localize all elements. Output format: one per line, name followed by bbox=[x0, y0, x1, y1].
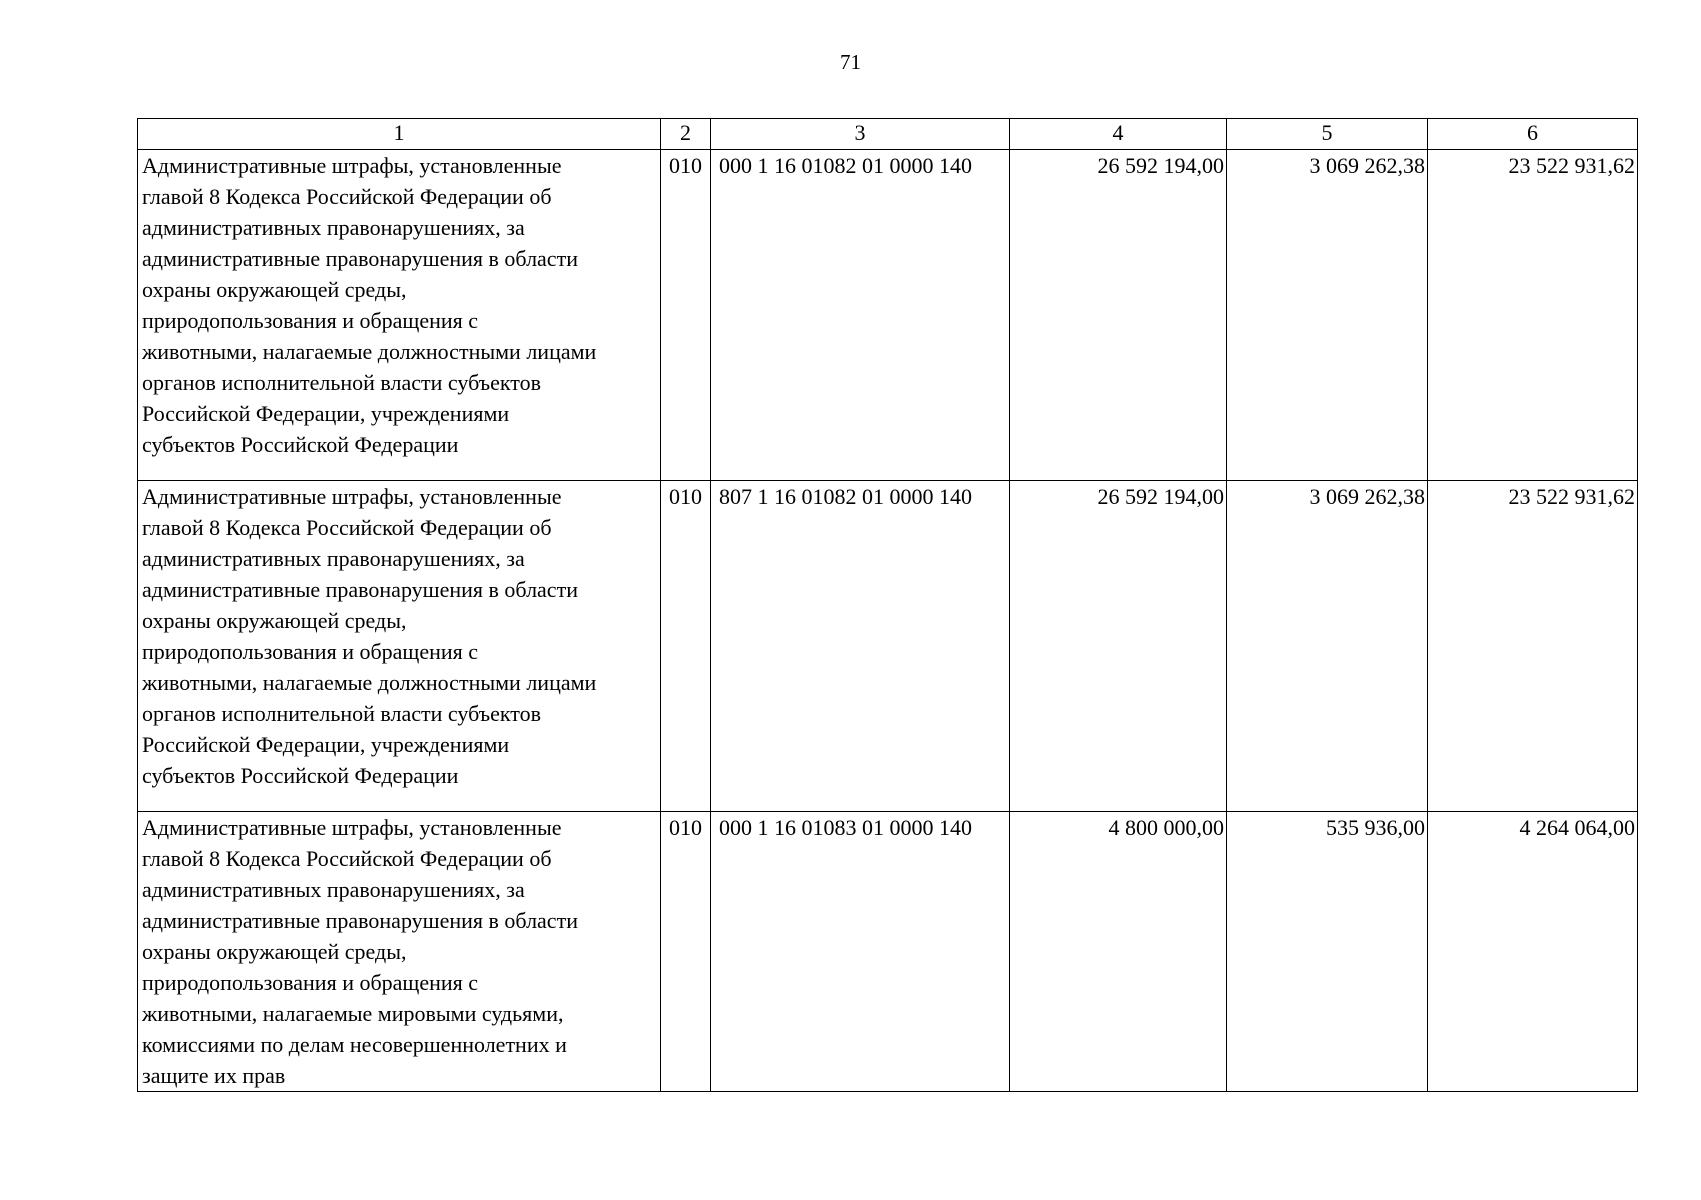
indicator-name-line: природопользования и обращения с bbox=[142, 970, 479, 995]
revenue-table bbox=[137, 118, 1638, 1092]
indicator-name-line: Российской Федерации, учреждениями bbox=[142, 401, 510, 426]
line-code-cell: 010 bbox=[661, 150, 711, 481]
executed-amount-cell: 535 936,00 bbox=[1227, 812, 1428, 1092]
budget-classification-code-cell: 807 1 16 01082 01 0000 140 bbox=[711, 481, 1010, 812]
indicator-name-line: административных правонарушениях, за bbox=[142, 215, 525, 240]
header-col-5: 5 bbox=[1227, 119, 1428, 150]
indicator-name-line: главой 8 Кодекса Российской Федерации об bbox=[142, 184, 552, 209]
table-row bbox=[138, 150, 1638, 481]
indicator-name-line: Административные штрафы, установленные bbox=[142, 484, 562, 509]
indicator-name-line: защите их прав bbox=[142, 1063, 286, 1088]
header-col-6: 6 bbox=[1428, 119, 1638, 150]
line-code-cell: 010 bbox=[661, 812, 711, 1092]
table-header-row bbox=[138, 119, 1638, 150]
indicator-name-line: административных правонарушениях, за bbox=[142, 546, 525, 571]
indicator-name-cell bbox=[138, 481, 661, 812]
unexecuted-amount-cell: 23 522 931,62 bbox=[1428, 150, 1638, 481]
indicator-name-line: субъектов Российской Федерации bbox=[142, 432, 459, 457]
indicator-name-line: природопользования и обращения с bbox=[142, 639, 479, 664]
indicator-name-line: административные правонарушения в области bbox=[142, 246, 578, 271]
approved-amount-cell: 26 592 194,00 bbox=[1010, 481, 1227, 812]
header-col-2: 2 bbox=[661, 119, 711, 150]
indicator-name-line: административных правонарушениях, за bbox=[142, 877, 525, 902]
indicator-name-line: животными, налагаемые должностными лицами bbox=[142, 339, 597, 364]
indicator-name-line: охраны окружающей среды, bbox=[142, 608, 407, 633]
header-col-3: 3 bbox=[711, 119, 1010, 150]
indicator-name-line: главой 8 Кодекса Российской Федерации об bbox=[142, 846, 552, 871]
approved-amount-cell: 26 592 194,00 bbox=[1010, 150, 1227, 481]
indicator-name-line: природопользования и обращения с bbox=[142, 308, 479, 333]
executed-amount-cell: 3 069 262,38 bbox=[1227, 481, 1428, 812]
indicator-name-cell bbox=[138, 150, 661, 481]
indicator-name-line: Российской Федерации, учреждениями bbox=[142, 732, 510, 757]
indicator-name-line: Административные штрафы, установленные bbox=[142, 815, 562, 840]
indicator-name-line: охраны окружающей среды, bbox=[142, 939, 407, 964]
header-col-4: 4 bbox=[1010, 119, 1227, 150]
table-row bbox=[138, 812, 1638, 1092]
indicator-name-line: комиссиями по делам несовершеннолетних и bbox=[142, 1032, 567, 1057]
indicator-name-line: органов исполнительной власти субъектов bbox=[142, 370, 542, 395]
indicator-name-line: животными, налагаемые мировыми судьями, bbox=[142, 1001, 564, 1026]
indicator-name-cell bbox=[138, 812, 661, 1092]
unexecuted-amount-cell: 4 264 064,00 bbox=[1428, 812, 1638, 1092]
header-col-1: 1 bbox=[138, 119, 661, 150]
indicator-name-line: главой 8 Кодекса Российской Федерации об bbox=[142, 515, 552, 540]
page-number: 71 bbox=[840, 50, 861, 74]
indicator-name-line: административные правонарушения в области bbox=[142, 908, 578, 933]
table-row bbox=[138, 481, 1638, 812]
indicator-name-line: субъектов Российской Федерации bbox=[142, 763, 459, 788]
line-code-cell: 010 bbox=[661, 481, 711, 812]
budget-classification-code-cell: 000 1 16 01083 01 0000 140 bbox=[711, 812, 1010, 1092]
approved-amount-cell: 4 800 000,00 bbox=[1010, 812, 1227, 1092]
indicator-name-line: органов исполнительной власти субъектов bbox=[142, 701, 542, 726]
executed-amount-cell: 3 069 262,38 bbox=[1227, 150, 1428, 481]
indicator-name-line: животными, налагаемые должностными лицами bbox=[142, 670, 597, 695]
unexecuted-amount-cell: 23 522 931,62 bbox=[1428, 481, 1638, 812]
indicator-name-line: Административные штрафы, установленные bbox=[142, 153, 562, 178]
indicator-name-line: охраны окружающей среды, bbox=[142, 277, 407, 302]
indicator-name-line: административные правонарушения в области bbox=[142, 577, 578, 602]
budget-classification-code-cell: 000 1 16 01082 01 0000 140 bbox=[711, 150, 1010, 481]
